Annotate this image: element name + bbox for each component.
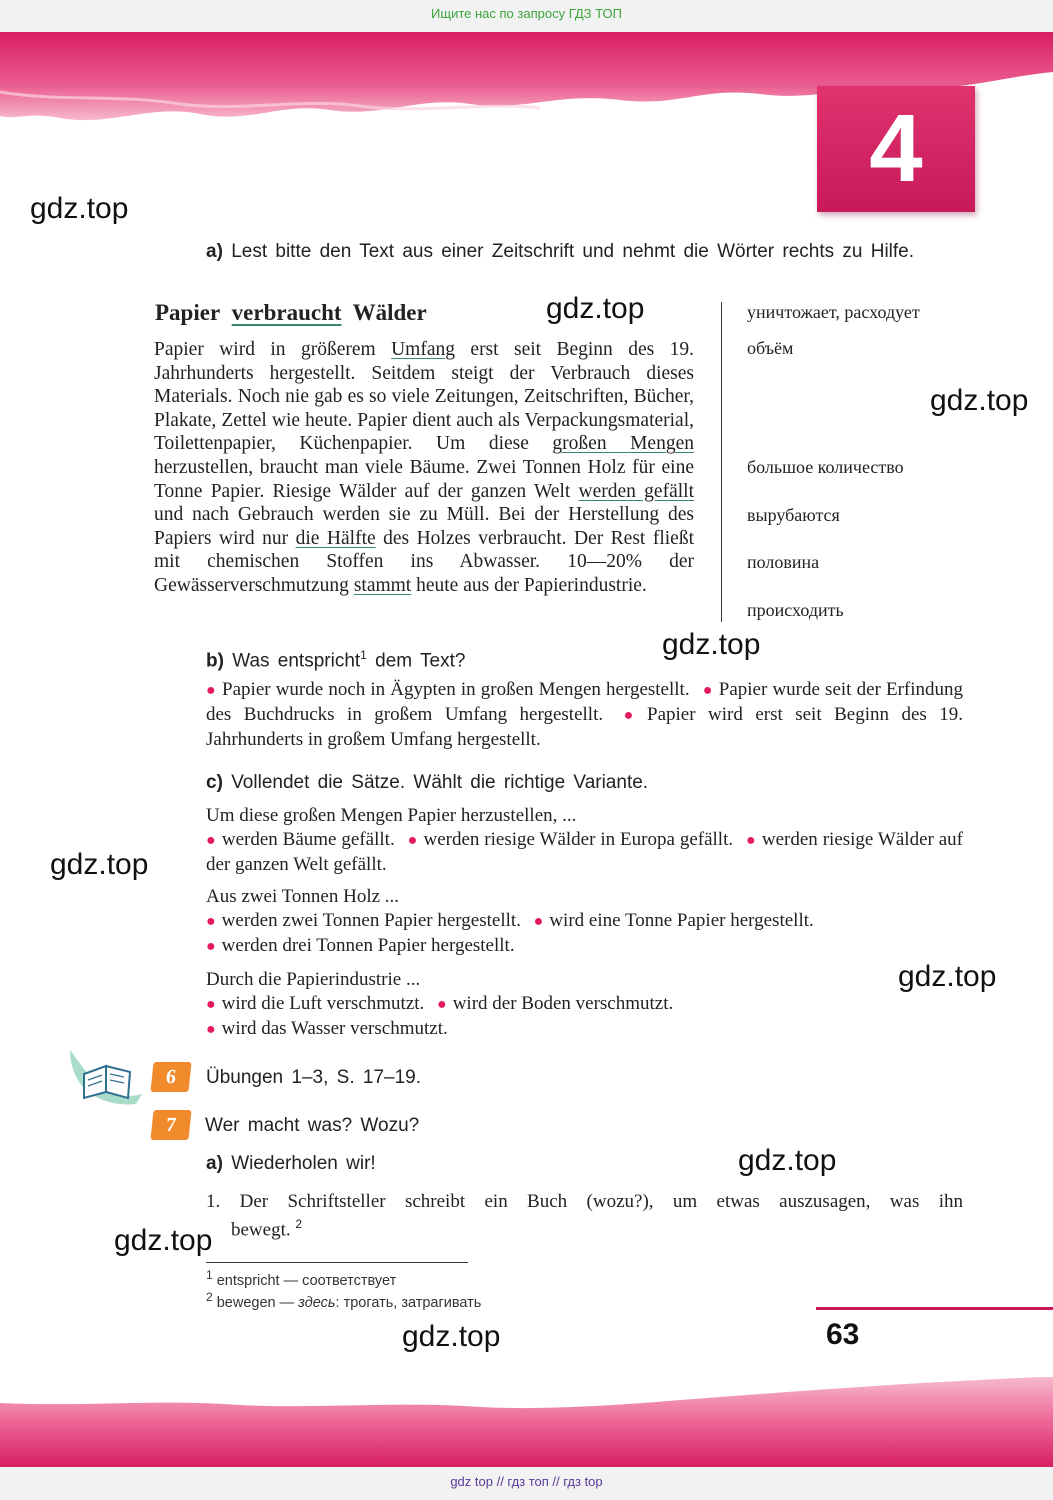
watermark: gdz.top bbox=[738, 1144, 837, 1177]
exercise-7-title: Wer macht was? Wozu? bbox=[205, 1115, 420, 1136]
bullet-icon: ● bbox=[206, 682, 217, 699]
watermark: gdz.top bbox=[930, 384, 1029, 417]
answer-option[interactable]: wird das Wasser verschmutzt. bbox=[221, 1018, 448, 1039]
watermark: gdz.top bbox=[898, 960, 997, 993]
bottom-link[interactable]: gdz top // гдз топ // гдз top bbox=[450, 1474, 603, 1489]
article-text: herzustellen, braucht man viele Bäume. Zwei Tonnen Holz für eine Tonne Papier. Riesige Wälder auf der ganzen Welt bbox=[154, 456, 694, 502]
watermark: gdz.top bbox=[546, 292, 645, 325]
task-b-label: b) bbox=[206, 650, 224, 672]
underlined-term: Umfang bbox=[391, 339, 455, 360]
footnote-ref: 2 bbox=[295, 1217, 303, 1231]
answer-option[interactable]: Papier wurde noch in Ägypten in großen Mengen hergestellt. bbox=[222, 679, 690, 700]
answer-option[interactable]: werden zwei Tonnen Papier hergestellt. bbox=[221, 910, 521, 931]
bullet-icon: ● bbox=[533, 913, 544, 930]
article-text: des Holzes verbraucht. Der Rest fließt mit chemischen Stoffen ins Abwasser. 10—20% der Gewässerverschmutzung bbox=[154, 527, 694, 596]
page-number: 63 bbox=[826, 1318, 860, 1351]
footnote-num: 2 bbox=[206, 1290, 213, 1304]
exercise-7a-label: a) bbox=[206, 1153, 223, 1174]
watermark: gdz.top bbox=[662, 628, 761, 661]
watermark: gdz.top bbox=[30, 192, 129, 225]
task-c-group bbox=[206, 885, 963, 959]
open-book-icon bbox=[66, 1046, 144, 1106]
task-c-instruction bbox=[206, 771, 648, 794]
bullet-icon: ● bbox=[746, 832, 756, 849]
underlined-term: werden gefällt bbox=[578, 480, 694, 502]
task-b-text: Was entspricht bbox=[232, 650, 361, 672]
article-text: erst seit Beginn des 19. Jahrhunderts hergestellt. Seitdem steigt der Verbrauch dieses Materials. Noch nie gab es so viele Zeitungen, Zeitschriften, Bücher, Plakate, Zettel wie heute. Papier dient auch als Verpackungsmaterial, Toilettenpapier, Küchenpapier. Um diese bbox=[154, 339, 694, 455]
watermark: gdz.top bbox=[50, 848, 149, 881]
bullet-icon: ● bbox=[206, 913, 216, 930]
bullet-icon: ● bbox=[206, 1021, 216, 1038]
bullet-icon: ● bbox=[206, 996, 216, 1013]
page-number-rule bbox=[816, 1307, 1053, 1310]
sentence-stem: Durch die Papierindustrie ... bbox=[206, 969, 421, 990]
textbook-page bbox=[0, 32, 1053, 1467]
task-b-options bbox=[206, 678, 963, 752]
task-b-instruction bbox=[206, 644, 465, 672]
exercise-7a-instruction bbox=[206, 1152, 376, 1175]
exercise-7-item-text: bewegt. bbox=[231, 1219, 291, 1241]
answer-option[interactable]: Papier wurde seit der Erfindung des Buchdrucks in großem Umfang hergestellt. bbox=[206, 679, 963, 725]
footnote-note: здесь bbox=[298, 1294, 336, 1311]
underlined-term: großen Mengen bbox=[552, 433, 694, 455]
article-body bbox=[154, 338, 694, 598]
footnote-rule bbox=[206, 1262, 468, 1263]
bullet-icon: ● bbox=[437, 996, 447, 1013]
title-word-3: Wälder bbox=[352, 300, 427, 325]
answer-option[interactable]: Papier wird erst seit Beginn des 19. Jahrhunderts in großem Umfang hergestellt. bbox=[206, 704, 964, 750]
exercise-7-item-line: 1. Der Schriftsteller schreibt ein Buch (wozu?), um etwas auszusagen, was ihn bbox=[206, 1191, 963, 1212]
task-c-label: c) bbox=[206, 772, 223, 793]
exercise-7a-text: Wiederholen wir! bbox=[231, 1153, 376, 1174]
exercise-6-badge: 6 bbox=[150, 1062, 191, 1092]
answer-option[interactable]: wird eine Tonne Papier hergestellt. bbox=[549, 910, 814, 931]
footnote-word: entspricht bbox=[216, 1272, 280, 1289]
task-a-label: a) bbox=[206, 241, 223, 262]
footnote bbox=[206, 1268, 396, 1289]
glossary-item: происходить bbox=[747, 600, 844, 620]
glossary-item: уничтожает, расходует bbox=[747, 302, 920, 322]
chapter-number-badge: 4 bbox=[817, 86, 975, 212]
task-a-instruction bbox=[206, 240, 963, 263]
glossary-item: половина bbox=[747, 552, 820, 572]
underlined-term: die Hälfte bbox=[295, 527, 376, 549]
answer-option[interactable]: werden Bäume gefällt. bbox=[221, 829, 395, 850]
exercise-7-badge: 7 bbox=[150, 1110, 191, 1140]
answer-option[interactable]: werden drei Tonnen Papier hergestellt. bbox=[221, 935, 515, 956]
watermark: gdz.top bbox=[402, 1320, 501, 1353]
footnote-ref: 1 bbox=[360, 648, 367, 662]
bullet-icon: ● bbox=[206, 832, 216, 849]
answer-option[interactable]: werden riesige Wälder auf der ganzen Welt gefällt. bbox=[206, 829, 964, 875]
footnote-num: 1 bbox=[206, 1268, 213, 1282]
underlined-term: stammt bbox=[353, 574, 412, 596]
article-title bbox=[155, 300, 427, 326]
task-c-group bbox=[206, 804, 963, 877]
task-a-text: Lest bitte den Text aus einer Zeitschrift und nehmt die Wörter rechts zu Hilfe. bbox=[231, 241, 915, 262]
glossary-item: объём bbox=[747, 338, 794, 358]
top-link[interactable]: Ищите нас по запросу ГДЗ ТОП bbox=[431, 6, 622, 21]
glossary-divider bbox=[721, 302, 722, 622]
footnote-meaning: соответствует bbox=[302, 1272, 397, 1289]
exercise-7-item-line bbox=[206, 1213, 963, 1241]
glossary-item: вырубаются bbox=[747, 505, 840, 525]
glossary-item: большое количество bbox=[747, 457, 904, 477]
footnote: $^2$ bewegen — здесь: трогать, затрагивать bbox=[206, 1290, 482, 1311]
footnote-meaning: трогать, затрагивать bbox=[343, 1294, 482, 1311]
answer-option[interactable]: wird der Boden verschmutzt. bbox=[452, 993, 674, 1014]
article-text: Papier wird in größerem bbox=[154, 339, 392, 360]
task-c-text: Vollendet die Sätze. Wählt die richtige Variante. bbox=[231, 772, 649, 793]
answer-option[interactable]: wird die Luft verschmutzt. bbox=[221, 993, 425, 1014]
title-word-1: Papier bbox=[155, 300, 221, 325]
exercise-6-text: Übungen 1–3, S. 17–19. bbox=[206, 1067, 422, 1088]
article-text: und nach Gebrauch werden sie zu Müll. Bei der Herstellung des Papiers wird nur bbox=[154, 504, 694, 549]
sentence-stem: Um diese großen Mengen Papier herzustellen, ... bbox=[206, 805, 577, 826]
answer-option[interactable]: werden riesige Wälder in Europa gefällt. bbox=[423, 829, 734, 850]
sentence-stem: Aus zwei Tonnen Holz ... bbox=[206, 886, 400, 907]
article-text: heute aus der Papierindustrie. bbox=[411, 574, 647, 596]
footnote-dash: — bbox=[275, 1294, 299, 1311]
footnote-dash: — bbox=[279, 1272, 303, 1289]
bullet-icon: ● bbox=[407, 832, 418, 849]
bullet-icon: ● bbox=[702, 682, 713, 699]
exercise-7-item bbox=[206, 1190, 963, 1241]
watermark: gdz.top bbox=[114, 1224, 213, 1257]
task-c-group bbox=[206, 968, 963, 1042]
bullet-icon: ● bbox=[206, 938, 216, 955]
task-b-text: dem Text? bbox=[375, 650, 466, 672]
bottom-banner bbox=[0, 1377, 1053, 1467]
footnote-word: bewegen bbox=[216, 1294, 276, 1311]
bullet-icon: ● bbox=[623, 707, 641, 724]
title-word-2: verbraucht bbox=[231, 300, 342, 325]
